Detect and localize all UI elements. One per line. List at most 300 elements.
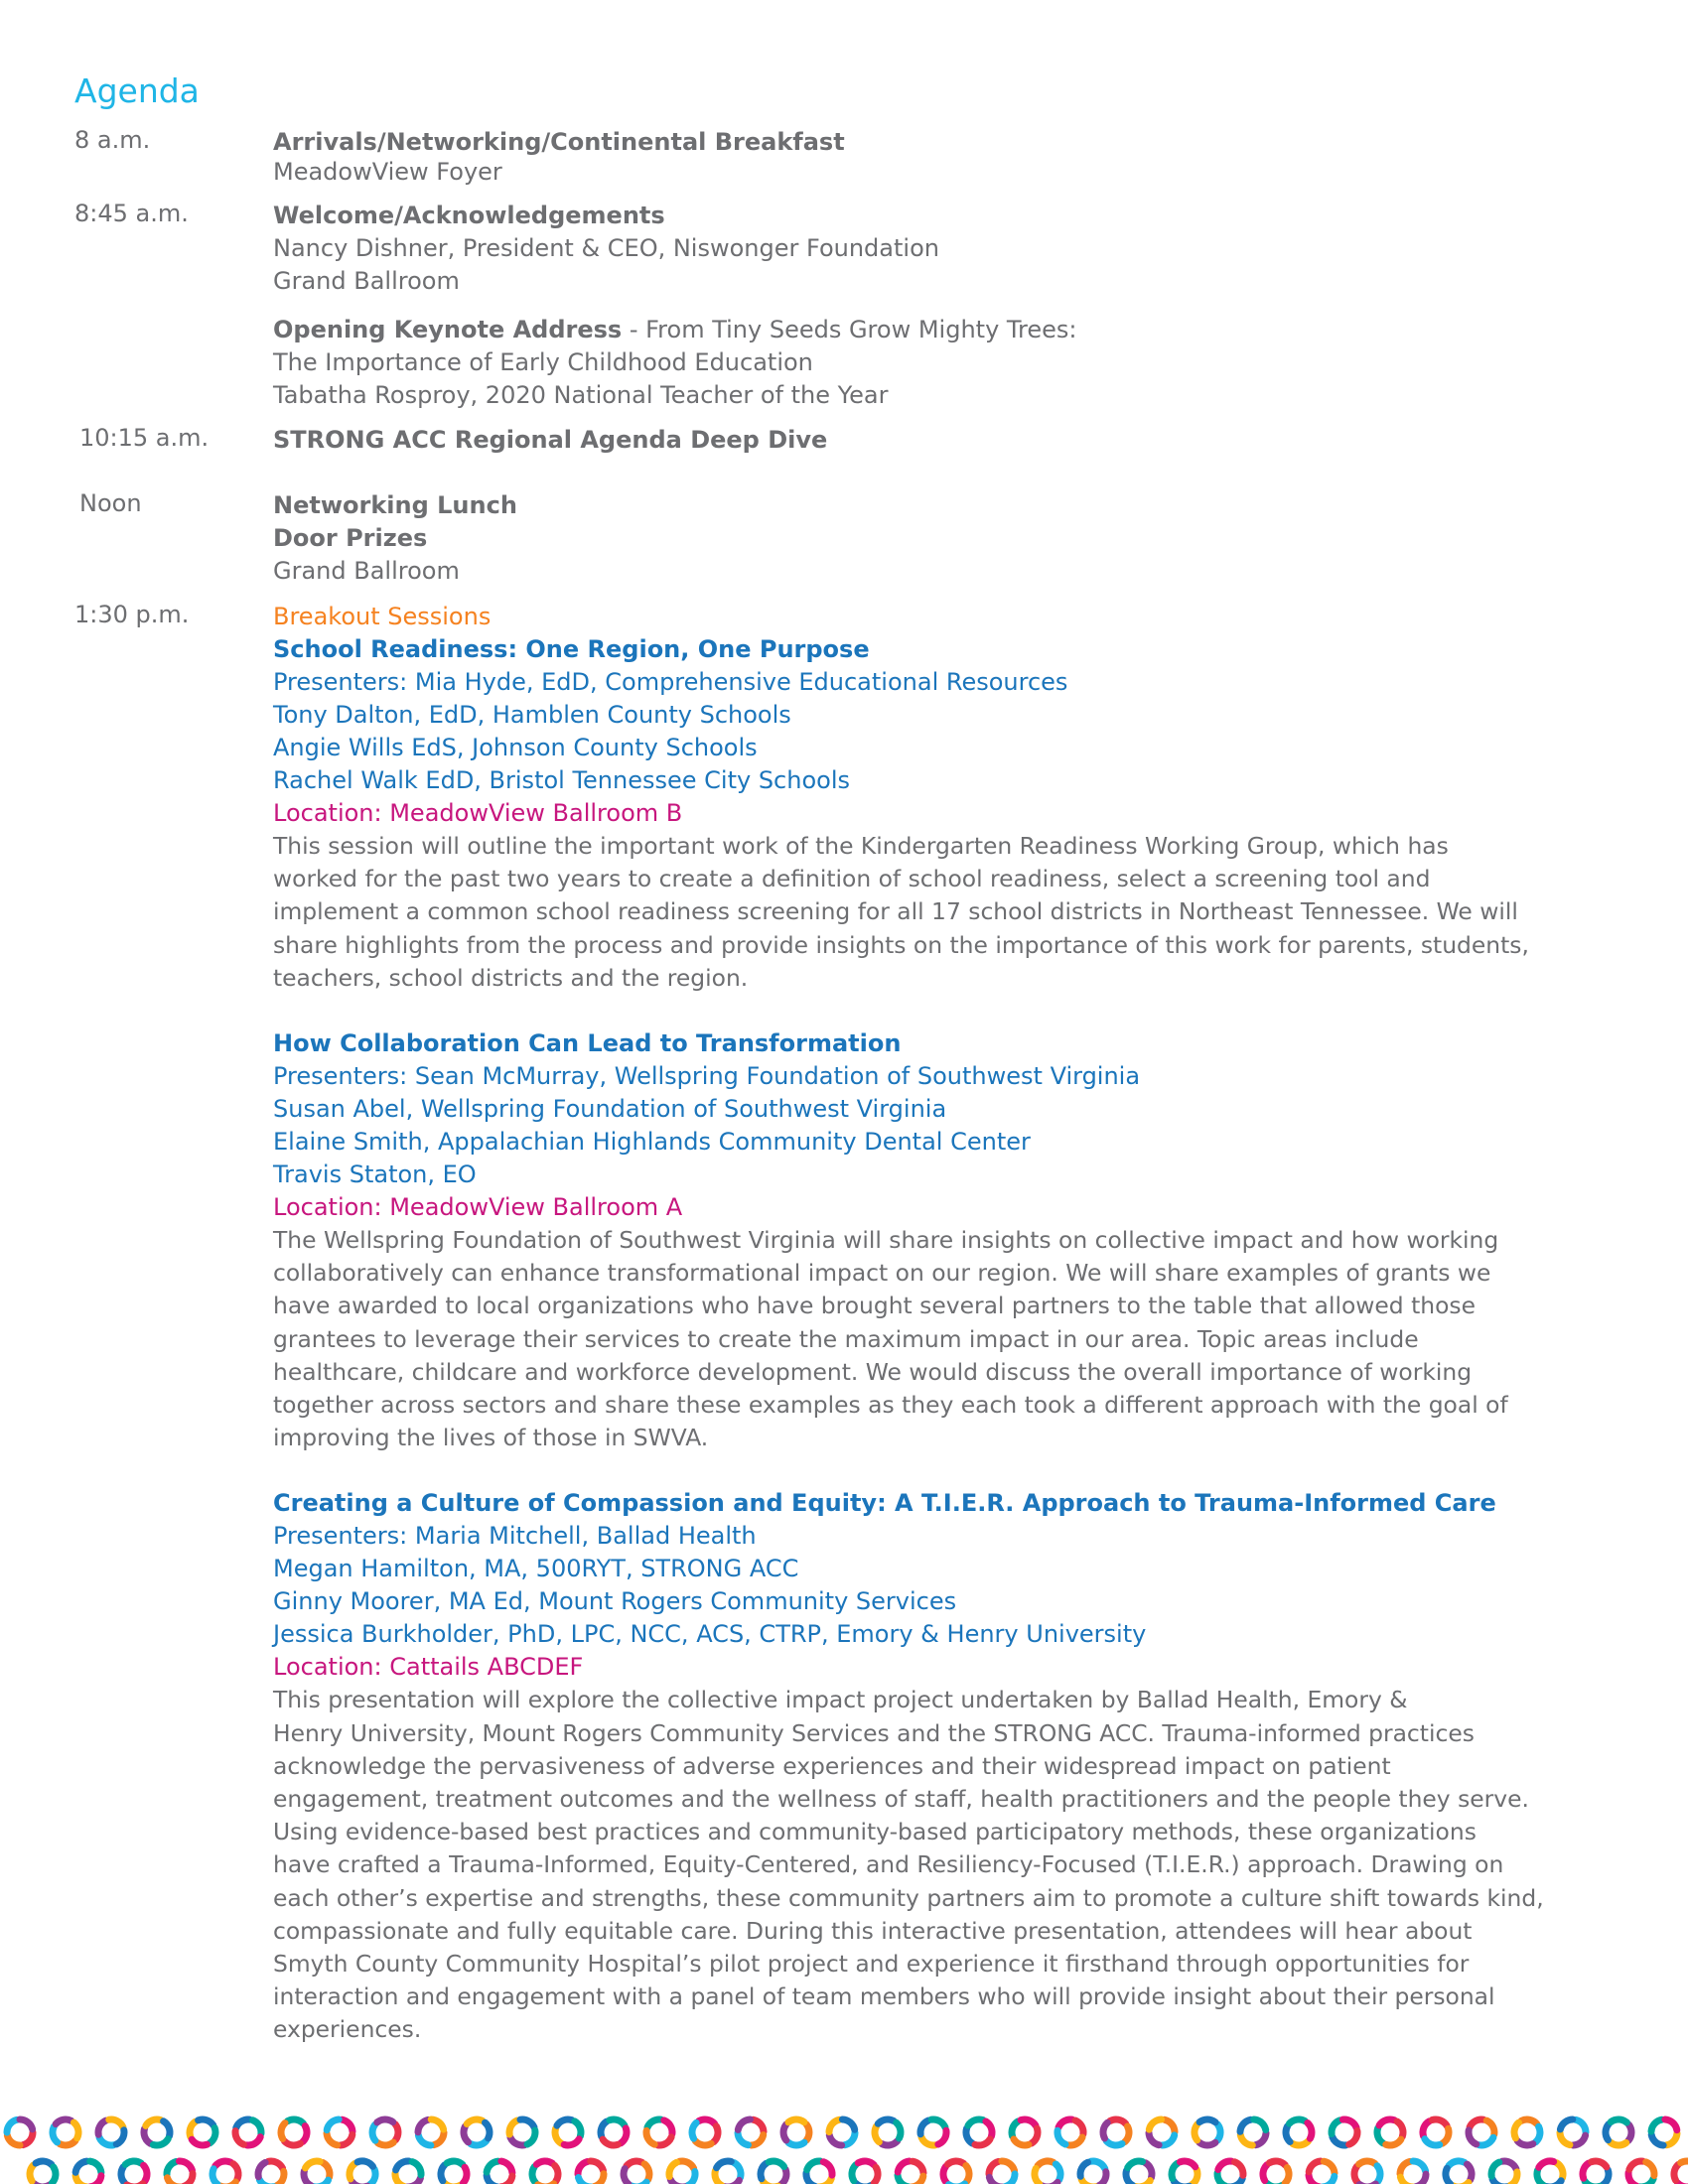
ring-segment	[306, 2161, 321, 2168]
ring-segment	[258, 2162, 265, 2176]
ring-segment	[688, 2172, 695, 2184]
ring-segment	[1110, 2119, 1126, 2123]
keynote-subtitle: - From Tiny Seeds Grow Mighty Trees:	[622, 316, 1077, 343]
ring-segment	[878, 2119, 894, 2123]
ring-segment	[699, 2119, 715, 2123]
ring-segment	[644, 2164, 649, 2180]
ring-segment	[1149, 2119, 1161, 2129]
ring-segment	[431, 2119, 443, 2129]
ring-segment	[829, 2119, 839, 2131]
ring-segment	[646, 2130, 654, 2144]
ring-segment	[921, 2137, 935, 2145]
ring-segment	[1651, 2119, 1662, 2131]
ring-segment	[788, 2119, 804, 2122]
session-presenter: Rachel Walk EdD, Bristol Tennessee City Schools	[273, 766, 851, 794]
ring-segment	[1035, 2168, 1040, 2184]
agenda-item-title: Networking Lunch	[273, 491, 517, 519]
ring-segment	[56, 2119, 71, 2124]
ring-segment	[1628, 2173, 1636, 2184]
description-line: This presentation will explore the collective impact project undertaken by Ballad Health, Emory &	[273, 1686, 1408, 1714]
ring-segment	[1332, 2120, 1339, 2134]
ring-segment	[1469, 2130, 1477, 2144]
description-line: implement a common school readiness screening for all 17 school districts in Northeast Tennessee. We will	[273, 897, 1518, 926]
session-presenter: Susan Abel, Wellspring Foundation of Southwest Virginia	[273, 1095, 947, 1124]
session-description	[273, 1224, 1623, 1454]
ring-segment	[1449, 2161, 1465, 2166]
ring-segment	[717, 2161, 732, 2168]
ring-segment	[212, 2169, 217, 2184]
ring-segment	[536, 2161, 552, 2164]
ring-segment	[845, 2132, 855, 2144]
ring-segment	[396, 2161, 409, 2170]
ring-segment	[1192, 2170, 1197, 2184]
ring-segment	[7, 2119, 17, 2132]
keynote-title-line	[273, 314, 1623, 346]
ring-segment	[912, 2176, 923, 2184]
ring-segment	[1218, 2161, 1232, 2169]
description-line: improving the lives of those in SWVA.	[273, 1424, 709, 1452]
session-location: Location: MeadowView Ballroom B	[273, 799, 683, 827]
ring-segment	[1126, 2171, 1132, 2184]
ring-segment	[1514, 2122, 1518, 2138]
ring-segment	[1165, 2119, 1175, 2131]
ring-segment	[7, 2135, 20, 2145]
ring-segment	[1349, 2130, 1357, 2144]
breakout-heading: Breakout Sessions	[273, 603, 492, 630]
ring-segment	[664, 2120, 672, 2134]
ring-segment	[168, 2178, 181, 2184]
description-line: The Wellspring Foundation of Southwest Virginia will share insights on collective impact and how working	[273, 1226, 1499, 1255]
ring-segment	[1537, 2170, 1543, 2184]
ring-segment	[1324, 2161, 1335, 2173]
ring-segment	[75, 2176, 86, 2184]
keynote-title: Opening Keynote Address	[273, 316, 623, 343]
ring-segment	[1309, 2175, 1320, 2184]
ring-segment	[920, 2120, 928, 2134]
ring-segment	[1536, 2126, 1540, 2142]
ring-segment	[968, 2119, 983, 2125]
ring-segment	[53, 2126, 58, 2142]
agenda-item-title: Welcome/Acknowledgements	[273, 202, 665, 229]
ring-segment	[1517, 2141, 1533, 2145]
ring-segment	[164, 2121, 170, 2136]
session-location: Location: MeadowView Ballroom A	[273, 1193, 683, 1222]
ring-segment	[467, 2119, 483, 2123]
ring-segment	[657, 2137, 671, 2145]
ring-segment	[1038, 2161, 1054, 2166]
ring-segment	[913, 2161, 923, 2173]
ring-segment	[1254, 2119, 1266, 2129]
ring-segment	[1032, 2128, 1038, 2143]
ring-segment	[1354, 2166, 1357, 2182]
ring-segment	[695, 2141, 711, 2145]
ring-segment	[1681, 2161, 1688, 2165]
ring-segment	[966, 2166, 969, 2182]
description-line: compassionate and fully equitable care. During this interactive presentation, attendees will hear about	[273, 1916, 1473, 1945]
ring-segment	[1217, 2124, 1220, 2140]
ring-segment	[1308, 2123, 1312, 2139]
ring-segment	[1486, 2120, 1494, 2134]
description-line: healthcare, childcare and workforce development. We would discuss the overall importance of working	[273, 1357, 1473, 1386]
description-line: collaboratively can enhance transformational impact on our region. We will share examples of grants we	[273, 1259, 1491, 1288]
ring-segment	[966, 2128, 972, 2143]
session-title: School Readiness: One Region, One Purpose	[273, 635, 870, 663]
ring-segment	[1468, 2164, 1473, 2180]
ring-segment	[285, 2141, 301, 2145]
ring-segment	[235, 2131, 243, 2145]
ring-segment	[236, 2119, 250, 2127]
session-title: Creating a Culture of Compassion and Equity: A T.I.E.R. Approach to Trauma-Informed Care	[273, 1489, 1496, 1518]
ring-segment	[986, 2121, 992, 2136]
ring-segment	[510, 2137, 524, 2145]
ring-segment	[116, 2130, 124, 2144]
ring-segment	[1413, 2161, 1426, 2171]
ring-segment	[1229, 2179, 1243, 2184]
ring-segment	[253, 2120, 261, 2134]
ring-segment	[1055, 2164, 1060, 2180]
ring-segment	[1646, 2162, 1654, 2176]
ring-segment	[1560, 2119, 1572, 2129]
ring-segment	[90, 2176, 101, 2184]
ring-segment	[268, 2161, 282, 2168]
ring-segment	[989, 2161, 999, 2174]
ring-segment	[109, 2119, 123, 2127]
ring-segment	[1432, 2119, 1447, 2125]
ring-segment	[146, 2119, 161, 2125]
agenda-item-location: Grand Ballroom	[273, 267, 460, 295]
ring-segment	[783, 2124, 786, 2140]
ring-segment	[323, 2163, 330, 2178]
ring-segment	[781, 2169, 786, 2184]
ring-segment	[1492, 2179, 1506, 2184]
ring-segment	[898, 2175, 909, 2184]
ring-segment	[943, 2167, 946, 2183]
description-line: teachers, school districts and the region.	[273, 963, 749, 992]
ring-segment	[752, 2135, 764, 2145]
ring-segment	[350, 2164, 354, 2179]
ring-segment	[579, 2178, 592, 2184]
ring-segment	[199, 2119, 213, 2125]
ring-segment	[464, 2126, 468, 2142]
ring-segment	[829, 2135, 841, 2145]
ring-segment	[1172, 2163, 1178, 2178]
ring-segment	[1573, 2135, 1585, 2145]
ring-segment	[670, 2180, 684, 2184]
ring-segment	[1377, 2128, 1383, 2143]
ring-segment	[610, 2119, 625, 2125]
ring-segment	[555, 2128, 561, 2143]
ring-segment	[1557, 2163, 1563, 2178]
ring-segment	[471, 2141, 487, 2145]
ring-segment	[591, 2161, 604, 2171]
ring-segment	[372, 2124, 375, 2140]
ring-segment	[1560, 2132, 1570, 2144]
ring-segment	[1146, 2163, 1152, 2178]
ring-segment	[806, 2124, 809, 2140]
ring-segment	[357, 2161, 372, 2166]
ring-segment	[1576, 2119, 1586, 2131]
ring-segment	[1479, 2137, 1493, 2145]
ring-segment	[75, 2161, 86, 2172]
ring-segment	[1068, 2137, 1082, 2145]
ring-segment	[1240, 2135, 1252, 2145]
ring-segment	[725, 2180, 740, 2184]
agenda-item-location: MeadowView Foyer	[273, 158, 502, 186]
ring-segment	[1240, 2119, 1250, 2131]
ring-segment	[281, 2123, 285, 2139]
ring-segment	[1470, 2119, 1483, 2127]
ring-segment	[1057, 2130, 1065, 2144]
page-title: Agenda	[74, 71, 200, 110]
ring-segment	[1005, 2174, 1015, 2184]
ring-segment	[342, 2119, 352, 2131]
ring-segment	[601, 2121, 607, 2136]
ring-segment	[121, 2167, 124, 2183]
ring-segment	[788, 2142, 804, 2145]
ring-segment	[377, 2142, 393, 2145]
ring-segment	[874, 2167, 878, 2183]
ring-segment	[1181, 2161, 1196, 2167]
ring-segment	[1136, 2181, 1151, 2184]
description-line: This session will outline the important work of the Kindergarten Readiness Working Group, which has	[273, 832, 1449, 860]
session-description	[273, 1684, 1623, 2046]
ring-segment	[1359, 2161, 1375, 2164]
ring-segment	[1290, 2119, 1306, 2123]
session-presenter: Megan Hamilton, MA, 500RYT, STRONG ACC	[273, 1555, 799, 1583]
session-presenter: Presenters: Mia Hyde, EdD, Comprehensive Educational Resources	[273, 668, 1068, 696]
ring-segment	[1665, 2119, 1677, 2130]
ring-segment	[1235, 2162, 1243, 2176]
ring-segment	[395, 2124, 398, 2140]
description-line: Using evidence-based best practices and community-based participatory methods, these organizations	[273, 1818, 1477, 1846]
ring-segment	[647, 2119, 661, 2127]
ring-segment	[938, 2130, 946, 2144]
ring-segment	[180, 2161, 193, 2170]
ring-segment	[1014, 2139, 1029, 2145]
description-line: have awarded to local organizations who have brought several partners to the table that allowed those	[273, 1292, 1476, 1320]
ring-segment	[931, 2119, 945, 2127]
ring-segment	[53, 2167, 56, 2183]
description-line: engagement, treatment outcomes and the wellness of staff, health practitioners and the people they serve.	[273, 1785, 1529, 1814]
time-label: 8 a.m.	[74, 126, 151, 154]
ring-segment	[1149, 2132, 1159, 2144]
ring-segment	[669, 2162, 676, 2176]
agenda-item-title-2: Door Prizes	[273, 524, 428, 552]
ring-segment	[555, 2165, 558, 2181]
ring-segment	[1125, 2126, 1129, 2142]
session-presenter: Presenters: Maria Mitchell, Ballad Health	[273, 1522, 757, 1551]
ring-segment	[501, 2161, 512, 2173]
description-line: interaction and engagement with a panel of team members who will provide insight about their personal	[273, 1982, 1495, 2011]
ring-segment	[575, 2121, 581, 2136]
ring-segment	[1080, 2162, 1088, 2176]
description-line: Henry University, Mount Rogers Community Services and the STRONG ACC. Trauma-informed practices	[273, 1718, 1475, 1747]
ring-segment	[210, 2128, 215, 2143]
ring-segment	[418, 2119, 428, 2131]
ring-segment	[277, 2171, 284, 2184]
ring-segment	[1446, 2168, 1451, 2184]
ring-segment	[989, 2177, 1002, 2184]
ring-segment	[1103, 2122, 1107, 2138]
agenda-item-speaker: Nancy Dishner, President & CEO, Niswonger Foundation	[273, 234, 939, 262]
ring-segment	[1386, 2139, 1401, 2145]
ring-segment	[233, 2164, 238, 2180]
ring-segment	[1539, 2161, 1554, 2167]
ring-segment	[738, 2119, 750, 2129]
ring-segment	[1425, 2139, 1440, 2145]
session-presenter: Tony Dalton, EdD, Hamblen County Schools	[273, 701, 791, 729]
ring-segment	[1509, 2172, 1517, 2184]
ring-segment	[1058, 2119, 1072, 2127]
ring-segment	[564, 2139, 579, 2145]
ring-segment	[1521, 2119, 1537, 2123]
ring-segment	[90, 2161, 101, 2172]
ring-segment	[1323, 2176, 1335, 2184]
time-label: 1:30 p.m.	[74, 601, 190, 628]
ring-segment	[754, 2119, 764, 2131]
ring-segment	[1443, 2128, 1449, 2143]
description-line: experiences.	[273, 2015, 422, 2044]
description-line: each other’s expertise and strengths, these community partners aim to promote a culture shift towards kind,	[273, 1883, 1544, 1912]
ring-segment	[692, 2122, 696, 2138]
ring-segment	[1611, 2142, 1626, 2145]
ring-segment	[1666, 2133, 1677, 2145]
session-2	[273, 1027, 1623, 1454]
ring-segment	[769, 2161, 783, 2166]
ring-segment	[1075, 2120, 1083, 2134]
ring-segment	[852, 2165, 856, 2181]
ring-segment	[487, 2161, 498, 2172]
ring-segment	[1400, 2177, 1413, 2184]
ring-segment	[734, 2163, 741, 2178]
ring-segment	[1397, 2121, 1403, 2136]
ring-segment	[627, 2161, 642, 2166]
agenda-item-title: Arrivals/Networking/Continental Breakfast	[273, 128, 845, 156]
ring-segment	[1270, 2161, 1286, 2165]
ring-segment	[1629, 2161, 1643, 2169]
ring-segment	[215, 2161, 231, 2166]
session-presenter: Presenters: Sean McMurray, Wellspring Foundation of Southwest Virginia	[273, 1062, 1141, 1091]
ring-segment	[184, 2174, 193, 2184]
decorative-ring-border	[0, 2103, 1688, 2184]
ring-segment	[738, 2133, 748, 2145]
ring-segment	[190, 2121, 196, 2136]
ring-segment	[761, 2163, 766, 2178]
ring-segment	[1491, 2162, 1499, 2176]
ring-segment	[1309, 2161, 1321, 2172]
ring-segment	[532, 2167, 535, 2183]
ring-segment	[1106, 2141, 1122, 2145]
ring-segment	[1081, 2179, 1095, 2184]
ring-segment	[806, 2173, 815, 2184]
ring-segment	[98, 2120, 106, 2134]
ring-segment	[624, 2169, 629, 2184]
ring-segment	[1400, 2161, 1410, 2174]
ring-segment	[303, 2126, 307, 2142]
ring-segment	[1628, 2124, 1631, 2140]
ring-segment	[680, 2161, 694, 2168]
session-presenter: Travis Staton, EO	[273, 1160, 477, 1189]
ring-segment	[30, 2165, 33, 2181]
ring-segment	[603, 2139, 618, 2145]
ring-segment	[1603, 2170, 1609, 2184]
ring-segment	[73, 2122, 78, 2138]
ring-segment	[1021, 2119, 1036, 2125]
ring-segment	[842, 2119, 854, 2129]
ring-segment	[1256, 2133, 1266, 2145]
ring-segment	[288, 2119, 304, 2123]
ring-segment	[395, 2173, 404, 2184]
ring-segment	[1651, 2134, 1663, 2145]
ring-segment	[1002, 2161, 1015, 2171]
ring-segment	[1377, 2166, 1380, 2182]
ring-segment	[407, 2178, 420, 2184]
ring-segment	[898, 2161, 910, 2172]
ring-segment	[1592, 2161, 1607, 2167]
ring-segment	[975, 2139, 990, 2145]
ring-segment	[557, 2119, 572, 2125]
ring-segment	[1098, 2172, 1106, 2184]
ring-segment	[1199, 2119, 1215, 2122]
session-presenter: Elaine Smith, Appalachian Highlands Community Dental Center	[273, 1128, 1031, 1157]
ring-segment	[1263, 2165, 1267, 2181]
description-line: Smyth County Community Hospital’s pilot project and experience it firsthand through opportunities for	[273, 1950, 1470, 1979]
ring-segment	[36, 2161, 52, 2164]
ring-segment	[1333, 2137, 1346, 2145]
ring-segment	[1416, 2174, 1426, 2184]
ring-segment	[882, 2141, 898, 2145]
ring-segment	[520, 2119, 534, 2127]
session-presenter: Jessica Burkholder, PhD, LPC, NCC, ACS, CTRP, Emory & Henry University	[273, 1620, 1147, 1649]
description-line: worked for the past two years to create a definition of school readiness, select a screening tool and	[273, 865, 1431, 893]
ring-segment	[823, 2162, 832, 2175]
ring-segment	[1217, 2173, 1225, 2184]
ring-segment	[441, 2165, 445, 2181]
ring-segment	[1423, 2121, 1429, 2136]
description-line: have crafted a Trauma-Informed, Equity-Centered, and Resiliency-Focused (T.I.E.R.) approach. Drawing on	[273, 1850, 1504, 1879]
ring-segment	[715, 2171, 722, 2184]
ring-segment	[1611, 2119, 1626, 2122]
ring-segment	[153, 2139, 168, 2145]
ring-segment	[1195, 2124, 1197, 2140]
session-presenter: Angie Wills EdS, Johnson County Schools	[273, 734, 758, 761]
ring-segment	[1606, 2124, 1609, 2140]
ring-segment	[1286, 2126, 1290, 2142]
ring-segment	[434, 2132, 444, 2144]
time-label: 8:45 a.m.	[74, 200, 189, 227]
description-line: share highlights from the process and provide insights on the importance of this work for parents, students,	[273, 930, 1529, 959]
ring-segment	[167, 2162, 176, 2175]
ring-segment	[463, 2167, 467, 2183]
ring-segment	[875, 2126, 879, 2142]
ring-segment	[1199, 2142, 1215, 2145]
ring-segment	[23, 2132, 33, 2145]
ring-segment	[60, 2140, 75, 2145]
session-3	[273, 1487, 1623, 2046]
session-description	[273, 830, 1623, 995]
agenda-item-location: Grand Ballroom	[273, 557, 460, 585]
session-title: How Collaboration Can Lead to Transformation	[273, 1029, 902, 1058]
ring-segment	[327, 2133, 338, 2145]
ring-segment	[304, 2171, 311, 2184]
ring-segment	[192, 2139, 207, 2145]
keynote-speaker: Tabatha Rosproy, 2020 National Teacher of the Year	[273, 381, 889, 409]
ring-segment	[99, 2137, 113, 2145]
ring-segment	[595, 2174, 605, 2184]
ring-segment	[259, 2180, 273, 2184]
ring-segment	[1640, 2179, 1654, 2184]
ring-segment	[418, 2135, 430, 2145]
